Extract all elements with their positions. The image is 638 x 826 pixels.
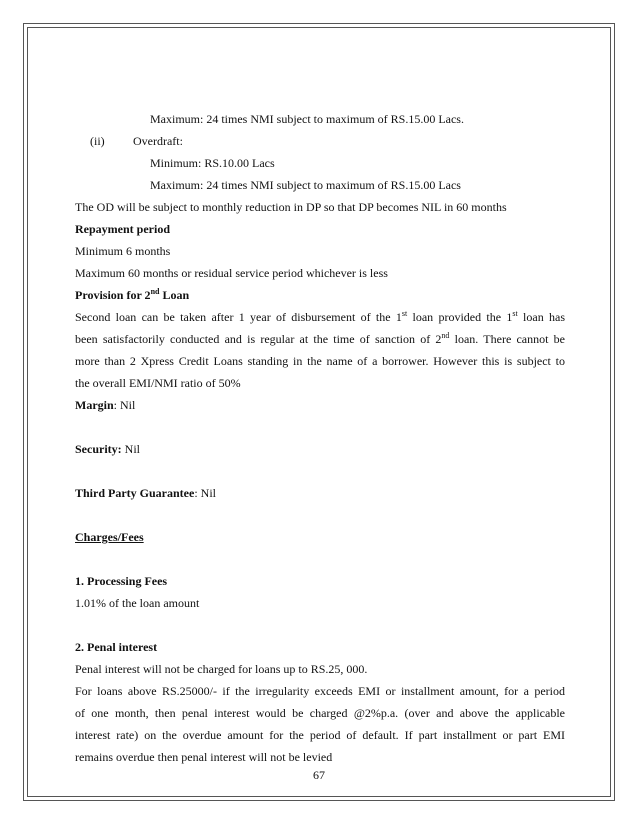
provision-para-line-4: the overall EMI/NMI ratio of 50% [75,376,241,390]
processing-text: 1.01% of the loan amount [75,596,200,610]
maximum-line-1: Maximum: 24 times NMI subject to maximum of RS.15.00 Lacs. [150,112,464,126]
maximum-line-2: Maximum: 24 times NMI subject to maximum of RS.15.00 Lacs [150,178,461,192]
processing-heading: 1. Processing Fees [75,574,168,588]
repayment-heading: Repayment period [75,222,170,236]
item-number: (ii) [90,134,105,148]
provision-l2-a: been satisfactorily conducted and is regular at the time of sanction of 2 [75,332,442,346]
repayment-max: Maximum 60 months or residual service period whichever is less [75,266,388,280]
provision-heading [75,284,565,306]
penal-line-5: remains overdue then penal interest will not be levied [75,750,333,764]
provision-l1-a: Second loan can be taken after 1 year of disbursement of the 1 [75,310,402,324]
provision-l2-sup: nd [441,331,450,340]
penal-heading: 2. Penal interest [75,640,158,654]
provision-l1-b: loan provided the 1 [407,310,513,324]
provision-l2-b: loan. There cannot be [449,332,565,346]
penal-line-4: interest rate) on the overdue amount for the period of default. If part installment or part EMI [75,728,565,742]
guarantee-line [75,482,565,504]
margin-line [75,394,565,416]
provision-l1-c: loan has [517,310,565,324]
provision-heading-tail: Loan [159,288,190,302]
penal-line-1: Penal interest will not be charged for loans up to RS.25, 000. [75,662,368,676]
penal-line-2: For loans above RS.25000/- if the irregularity exceeds EMI or installment amount, for a period [75,684,565,698]
margin-label: Margin [75,398,114,412]
security-label: Security: [75,442,122,456]
repayment-min: Minimum 6 months [75,244,171,258]
provision-heading-text: Provision for 2 [75,288,151,302]
provision-para-line-1 [75,306,565,328]
page-number: 67 [313,768,325,782]
provision-para-line-2 [75,328,565,350]
security-line [75,438,565,460]
guarantee-value: : Nil [194,486,216,500]
provision-l1-sup2: st [512,309,518,318]
od-reduction-text: The OD will be subject to monthly reduction in DP so that DP becomes NIL in 60 months [75,200,507,214]
provision-heading-sup: nd [150,287,160,296]
provision-l1-sup1: st [401,309,408,318]
item-label: Overdraft: [133,134,183,148]
penal-line-3: of one month, then penal interest would be charged @2%p.a. (over and above the applicable [75,706,565,720]
provision-para-line-3: more than 2 Xpress Credit Loans standing in the name of a borrower. However this is subject to [75,354,565,368]
charges-heading: Charges/Fees [75,530,144,544]
guarantee-label: Third Party Guarantee [75,486,195,500]
overdraft-item [75,130,565,152]
document-body [75,108,565,768]
security-value: Nil [121,442,140,456]
margin-value: : Nil [113,398,136,412]
minimum-line-2: Minimum: RS.10.00 Lacs [150,156,275,170]
